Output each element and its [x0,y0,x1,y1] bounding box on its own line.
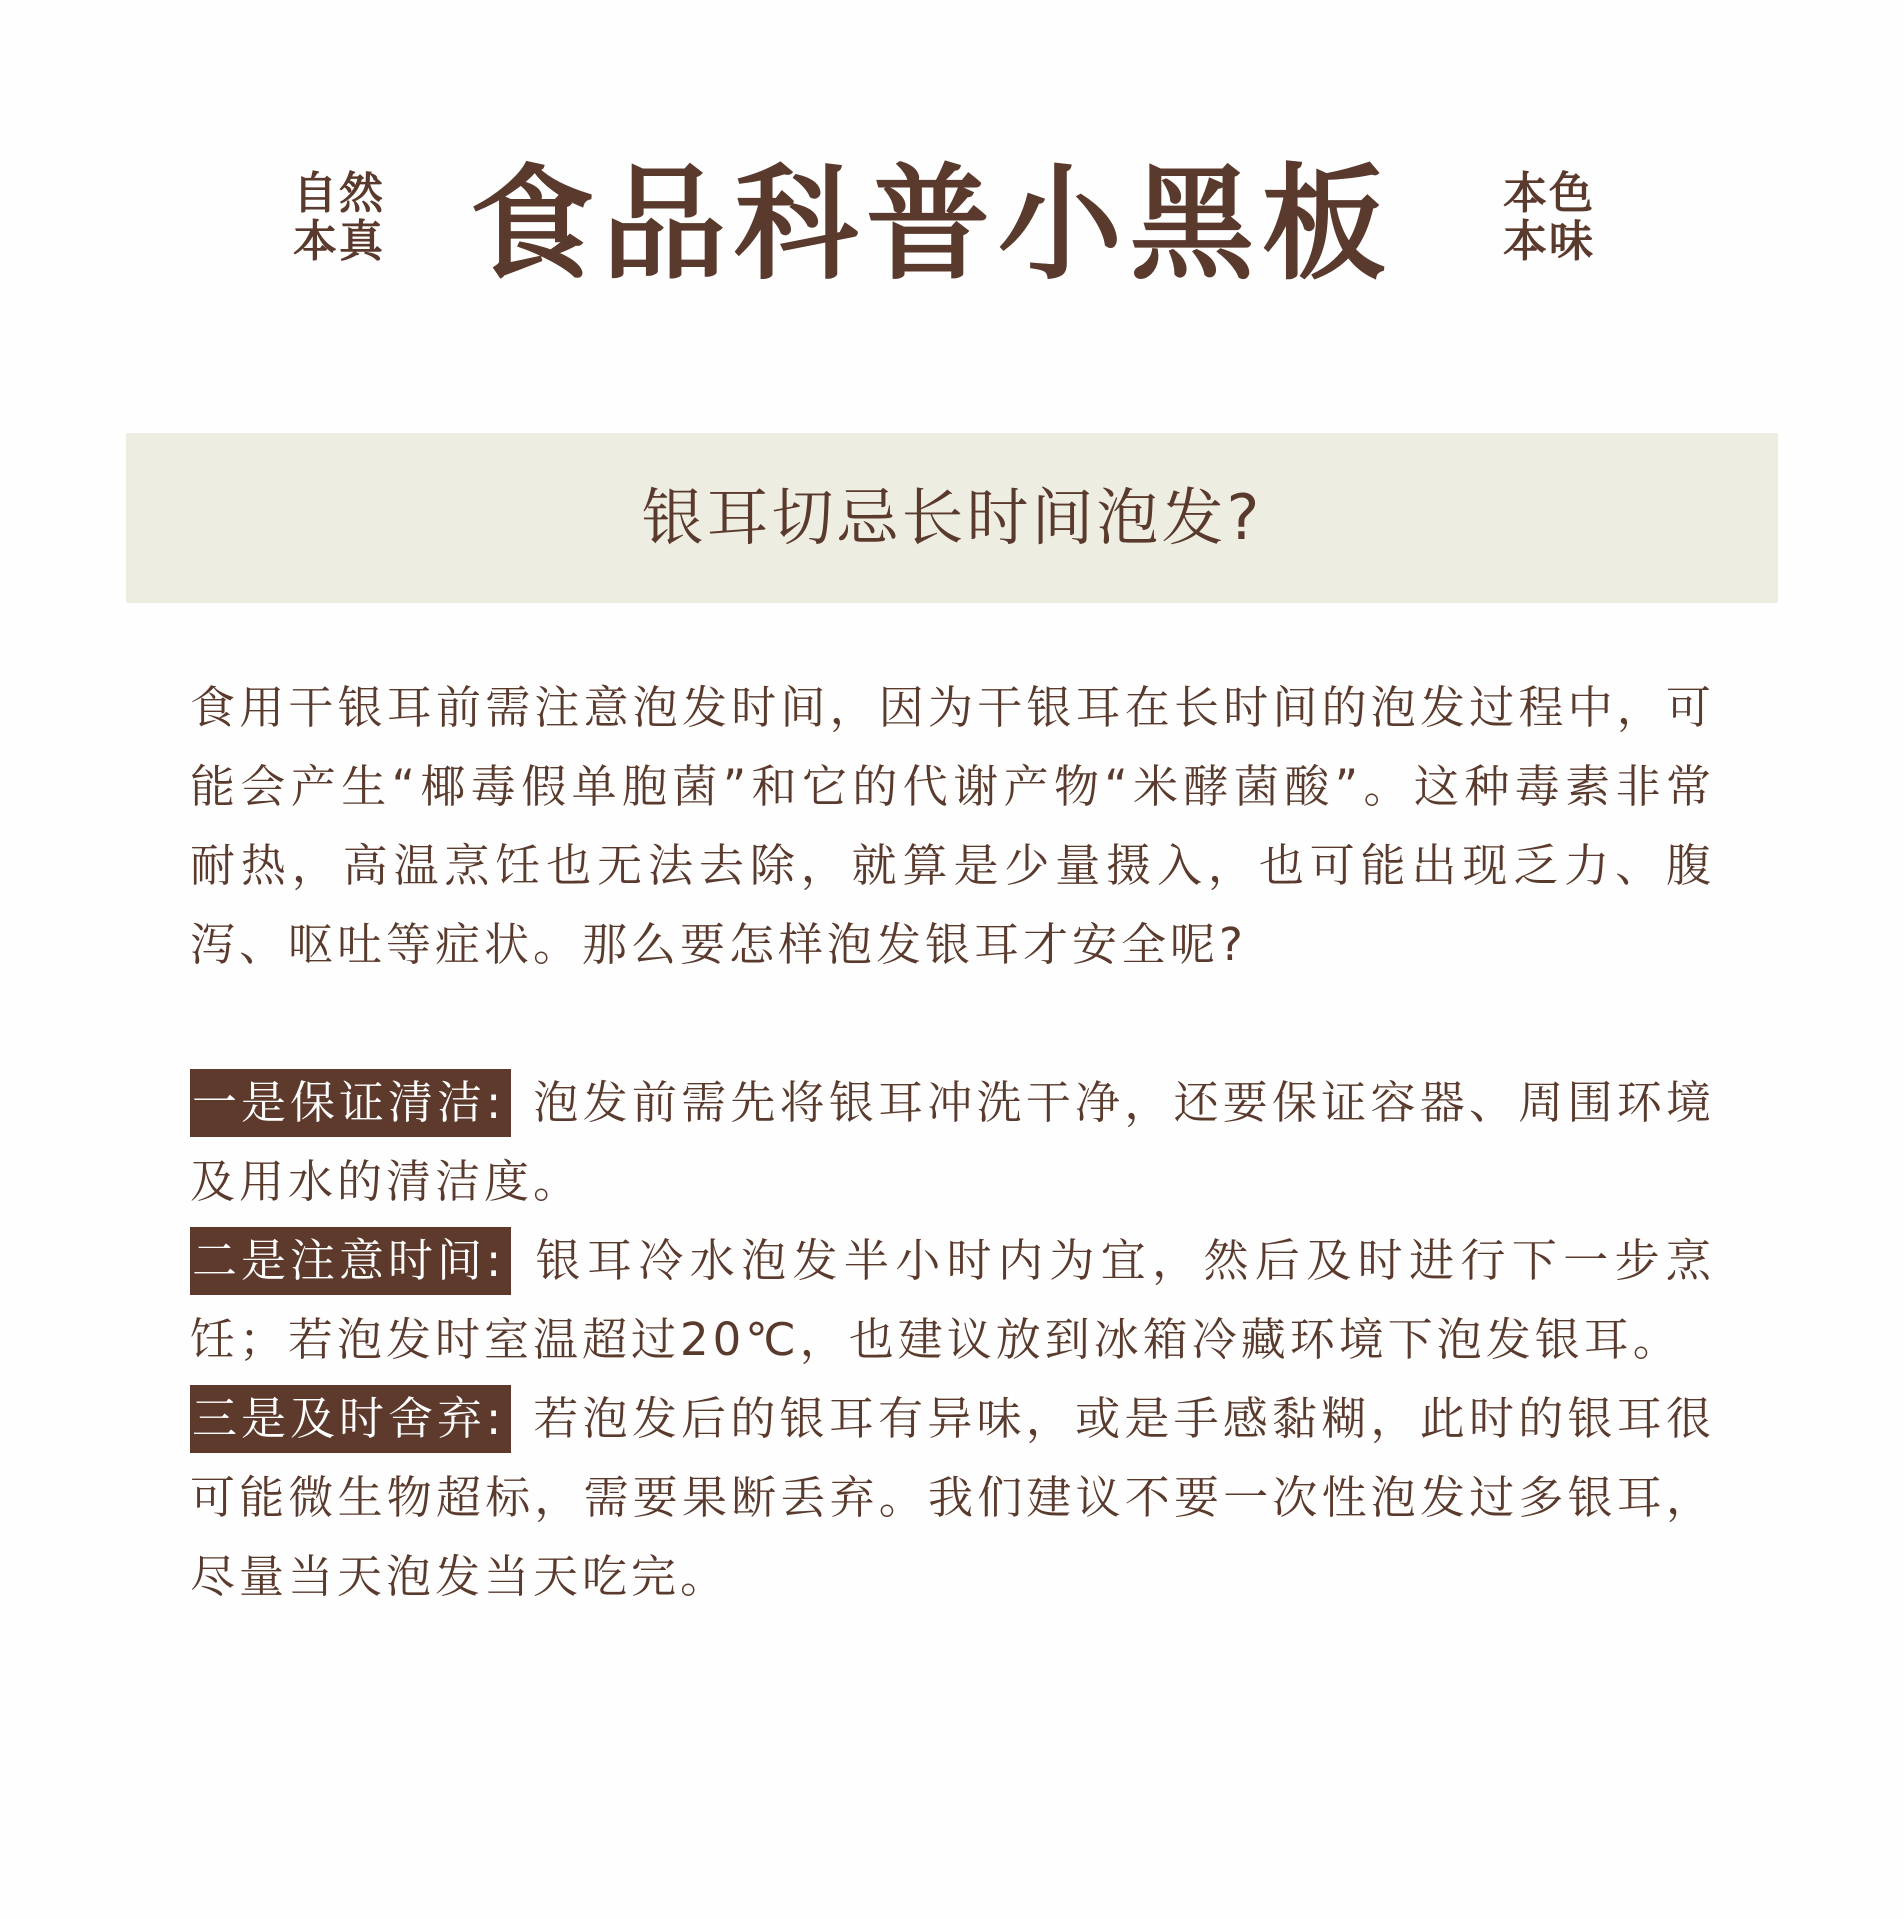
header [0,150,1904,300]
page-title: 食品科普小黑板 [470,153,1395,297]
right-slogan-line-1: 本色 [1503,168,1595,219]
tip-label: 二是注意时间: [190,1227,511,1295]
right-slogan [1503,170,1595,266]
tip-discard [190,1379,1715,1616]
subtitle-band [126,433,1778,603]
intro-paragraph: 食用干银耳前需注意泡发时间，因为干银耳在长时间的泡发过程中，可能会产生“椰毒假单胞菌”和它的代谢产物“米酵菌酸”。这种毒素非常耐热，高温烹饪也无法去除，就算是少量摄入，也可能出现乏力、腹泻、呕吐等症状。那么要怎样泡发银耳才安全呢? [190,681,1715,971]
tip-label: 一是保证清洁: [190,1069,511,1137]
tip-text: 银耳冷水泡发半小时内为宜，然后及时进行下一步烹饪；若泡发时室温超过20℃，也建议放到冰箱冷藏环境下泡发银耳。 [190,1234,1715,1366]
tip-text: 若泡发后的银耳有异味，或是手感黏糊，此时的银耳很可能微生物超标，需要果断丢弃。我们建议不要一次性泡发过多银耳，尽量当天泡发当天吃完。 [190,1392,1715,1603]
right-slogan-line-2: 本味 [1503,216,1595,267]
tip-text: 泡发前需先将银耳冲洗干净，还要保证容器、周围环境及用水的清洁度。 [190,1076,1715,1208]
article-body [190,668,1715,1616]
left-slogan [293,170,385,266]
left-slogan-line-1: 自然 [293,168,385,219]
tip-label: 三是及时舍弃: [190,1385,511,1453]
tip-cleanliness [190,1063,1715,1221]
tip-timing [190,1221,1715,1379]
left-slogan-line-2: 本真 [293,216,385,267]
article-title: 银耳切忌长时间泡发? [641,481,1263,554]
